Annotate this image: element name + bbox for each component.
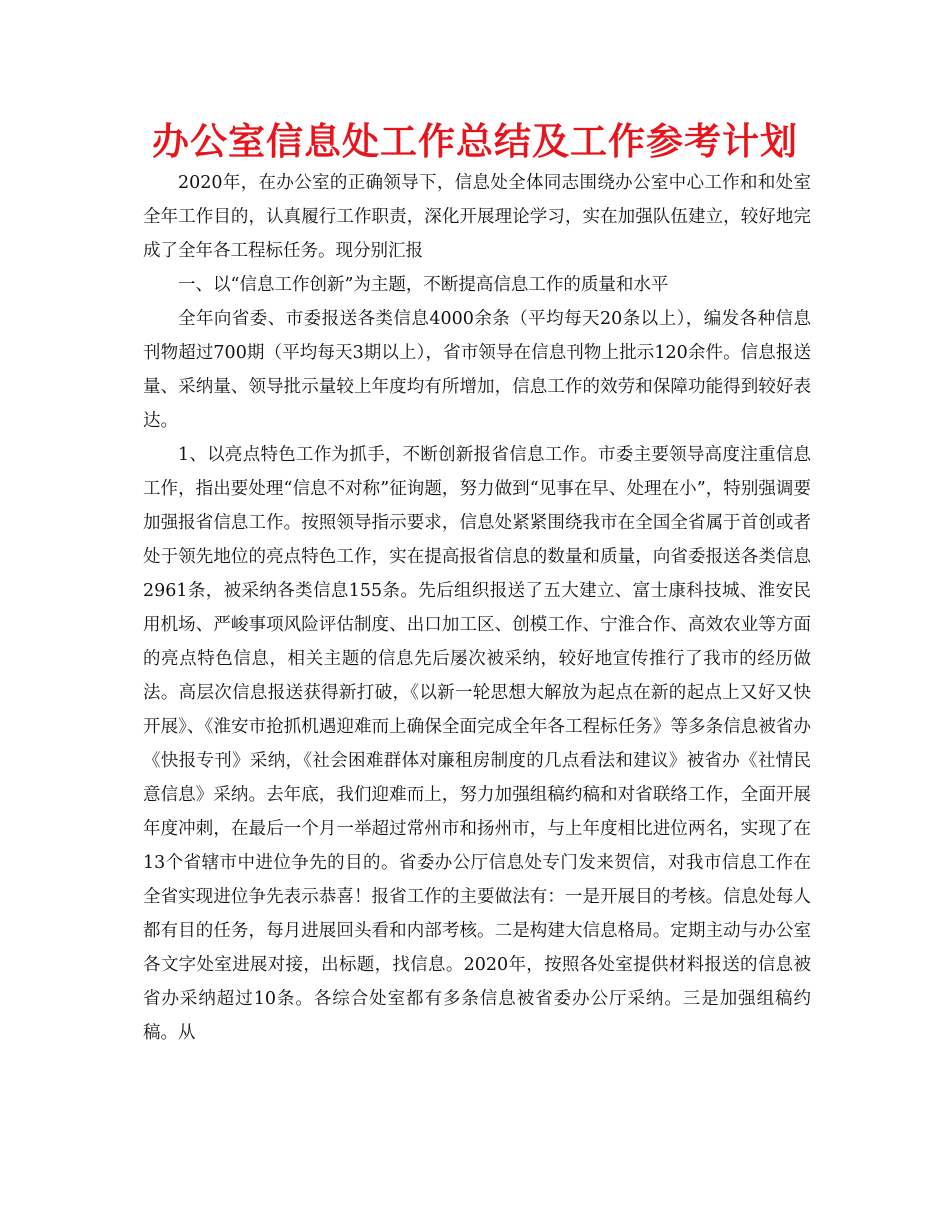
paragraph-item-1: 1、以亮点特色工作为抓手，不断创新报省信息工作。市委主要领导高度注重信息工作，指出要处理“信息不对称”征询题，努力做到“见事在早、处理在小”，特别强调要加强报省信息工作。按照领导指示要求，信息处紧紧围绕我市在全国全省属于首创或者处于领先地位的亮点特色工作，实在提高报省信息的数量和质量，向省委报送各类信息2961条，被采纳各类信息155条。先后组织报送了五大建立、富士康科技城、淮安民用机场、严峻事项风险评估制度、出口加工区、创模工作、宁淮合作、高效农业等方面的亮点特色信息，相关主题的信息先后屡次被采纳，较好地宣传推行了我市的经历做法。高层次信息报送获得新打破，《以新一轮思想大解放为起点在新的起点上又好又快开展》、《淮安市抢抓机遇迎难而上确保全面完成全年各工程标任务》等多条信息被省办《快报专刊》采纳，《社会困难群体对廉租房制度的几点看法和建议》被省办《社情民意信息》采纳。去年底，我们迎难而上，努力加强组稿约稿和对省联络工作，全面开展年度冲刺，在最后一个月一举超过常州市和扬州市，与上年度相比进位两名，实现了在13个省辖市中进位争先的目的。省委办公厅信息处专门发来贺信，对我市信息工作在全省实现进位争先表示恭喜！报省工作的主要做法有：一是开展目的考核。信息处每人都有目的任务，每月进展回头看和内部考核。二是构建大信息格局。定期主动与办公室各文字处室进展对接，出标题，找信息。2020年，按照各处室提供材料报送的信息被省办采纳超过10条。各综合处室都有多条信息被省委办公厅采纳。三是加强组稿约稿。从: [143, 445, 811, 1043]
section-heading-1: 一、以“信息工作创新”为主题，不断提高信息工作的质量和水平: [178, 275, 669, 295]
paragraph-summary: 全年向省委、市委报送各类信息4000余条（平均每天20条以上），编发各种信息刊物超过700期（平均每天3期以上），省市领导在信息刊物上批示120余件。信息报送量、采纳量、领导批示量较上年度均有所增加，信息工作的效劳和保障功能得到较好表达。: [143, 309, 811, 431]
document-title: 办公室信息处工作总结及工作参考计划: [152, 120, 798, 163]
paragraph-intro: 2020年，在办公室的正确领导下，信息处全体同志围绕办公室中心工作和和处室全年工作目的，认真履行工作职责，深化开展理论学习，实在加强队伍建立，较好地完成了全年各工程标任务。现分别汇报: [143, 173, 811, 261]
document-body: [143, 166, 811, 1050]
